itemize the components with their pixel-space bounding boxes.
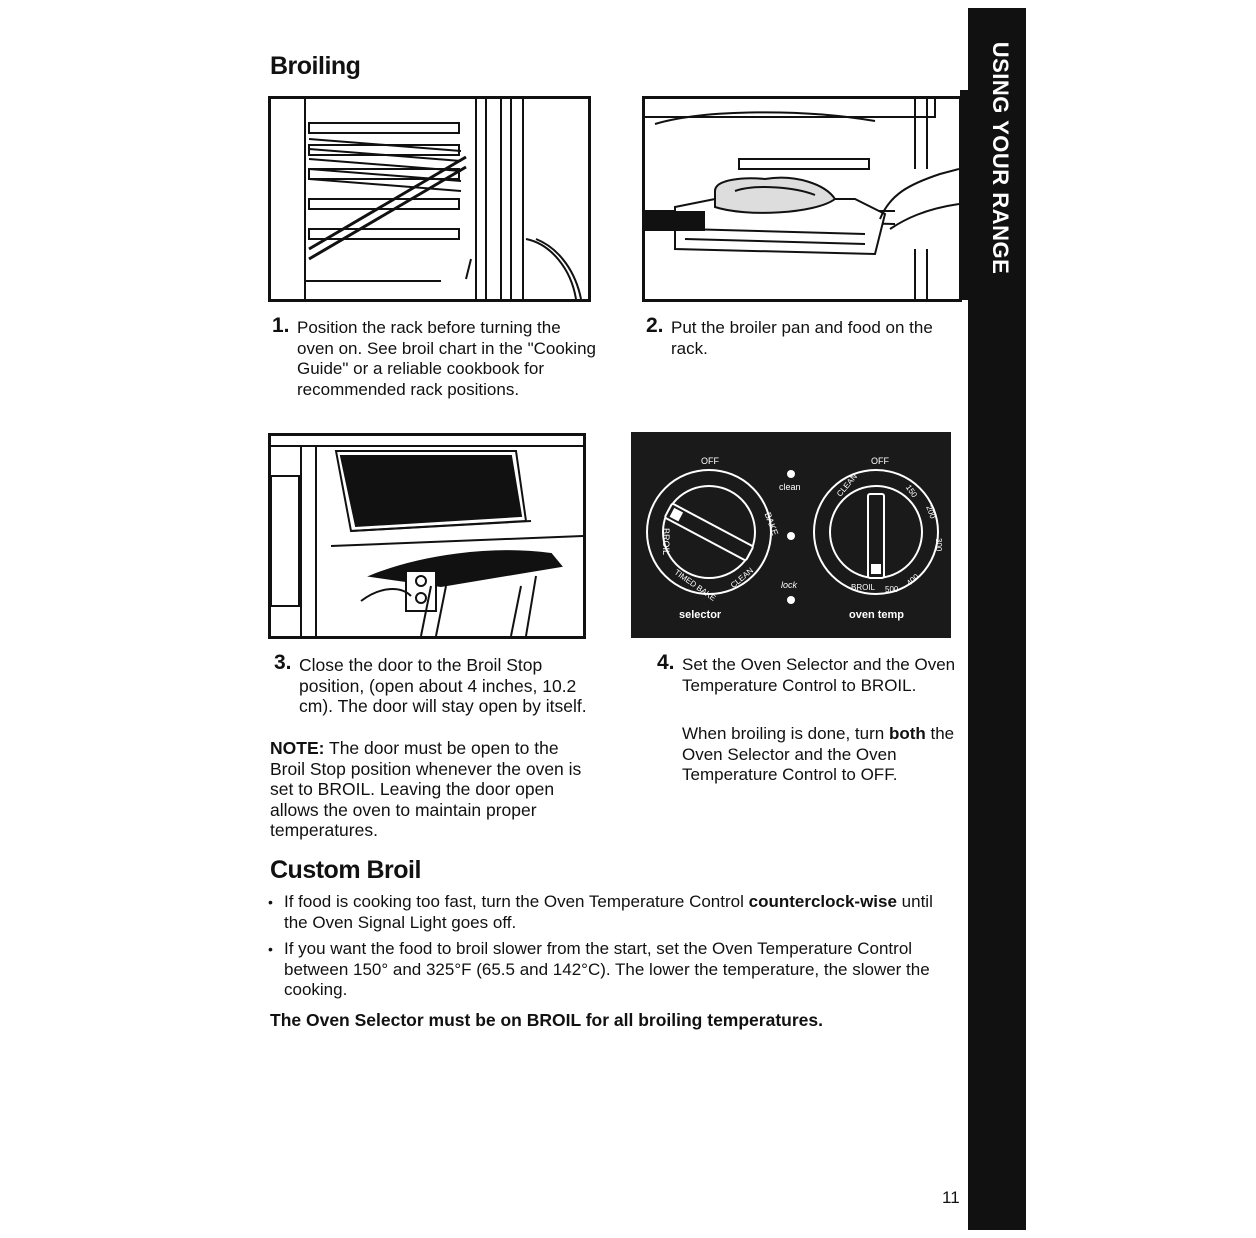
dial-bake-label: BAKE: [762, 510, 781, 537]
step-2-number: 2.: [646, 314, 664, 337]
temp-500-label: 500: [885, 585, 899, 594]
bullet-1-bold: counterclock-wise: [748, 892, 897, 911]
step-4-number: 4.: [657, 651, 675, 674]
step-3-text: Close the door to the Broil Stop position, (open about 4 inches, 10.2 cm). The door will stay open by itself.: [299, 655, 587, 716]
label-oven-temp: oven temp: [849, 609, 905, 621]
step-3-number: 3.: [274, 651, 292, 674]
when-done-pre: When broiling is done, turn: [682, 724, 889, 743]
bullet-1-post: until the Oven Signal Light goes off.: [284, 892, 933, 932]
note-label: NOTE:: [270, 738, 325, 758]
step-1-number: 1.: [272, 314, 290, 337]
lock-indicator-light: [787, 596, 795, 604]
note-paragraph: [270, 738, 590, 841]
list-item: [268, 939, 958, 1001]
when-done-paragraph: [682, 724, 967, 786]
side-tab-notch: [960, 90, 968, 300]
dial-clean-right-label: CLEAN: [835, 472, 860, 499]
figure-broiler-pan: [642, 96, 962, 302]
clean-indicator-light: [787, 470, 795, 478]
section-title-custom-broil: Custom Broil: [270, 856, 421, 884]
step-1-text: Position the rack before turning the oven on. See broil chart in the "Cooking Guide" or a reliable cookbook for recommended rack positions.: [297, 318, 596, 399]
center-indicator-light: [787, 532, 795, 540]
figure-control-panel: [631, 432, 951, 638]
temp-200-label: 200: [924, 504, 938, 520]
dial-clean-label: CLEAN: [728, 565, 756, 590]
label-selector: selector: [679, 609, 722, 621]
custom-broil-list: [268, 892, 958, 1007]
list-item: [268, 892, 958, 933]
step-2: [646, 314, 956, 359]
label-clean: clean: [779, 482, 801, 492]
note-text: The door must be open to the Broil Stop position whenever the oven is set to BROIL. Leaving the door open allows the oven to maintain proper temperatures.: [270, 738, 582, 840]
when-done-post: the Oven Selector and the Oven Temperature Control to OFF.: [682, 724, 955, 784]
dial-broil-label: BROIL: [661, 528, 671, 556]
temp-300-label: 300: [934, 538, 943, 552]
final-statement: The Oven Selector must be on BROIL for all broiling temperatures.: [270, 1010, 823, 1030]
figure-oven-door: [268, 433, 586, 639]
step-3: [274, 651, 589, 717]
label-off-left: OFF: [701, 456, 719, 466]
side-tab-label: USING YOUR RANGE: [988, 41, 1013, 275]
page-number: 11: [942, 1188, 960, 1207]
dial-broil-right-label: BROIL: [851, 583, 876, 592]
step-1: [272, 314, 597, 400]
section-title-broiling: Broiling: [270, 52, 361, 80]
step-4-text: Set the Oven Selector and the Oven Temperature Control to BROIL.: [682, 655, 956, 695]
temp-150-label: 150: [903, 483, 919, 500]
figure-oven-rack: [268, 96, 591, 302]
bullet-1-pre: If food is cooking too fast, turn the Oven Temperature Control: [284, 892, 749, 911]
label-off-right: OFF: [871, 456, 889, 466]
temp-400-label: 400: [904, 572, 921, 588]
bullet-2-text: If you want the food to broil slower from the start, set the Oven Temperature Control between 150° and 325°F (65.5 and 142°C). The lower the temperature, the slower the cooking.: [284, 939, 930, 999]
dial-timed-bake-label: TIMED BAKE: [672, 567, 718, 603]
when-done-bold: both: [888, 724, 926, 743]
step-4: [657, 651, 967, 696]
label-lock: lock: [781, 580, 798, 590]
step-2-text: Put the broiler pan and food on the rack.: [671, 318, 933, 358]
